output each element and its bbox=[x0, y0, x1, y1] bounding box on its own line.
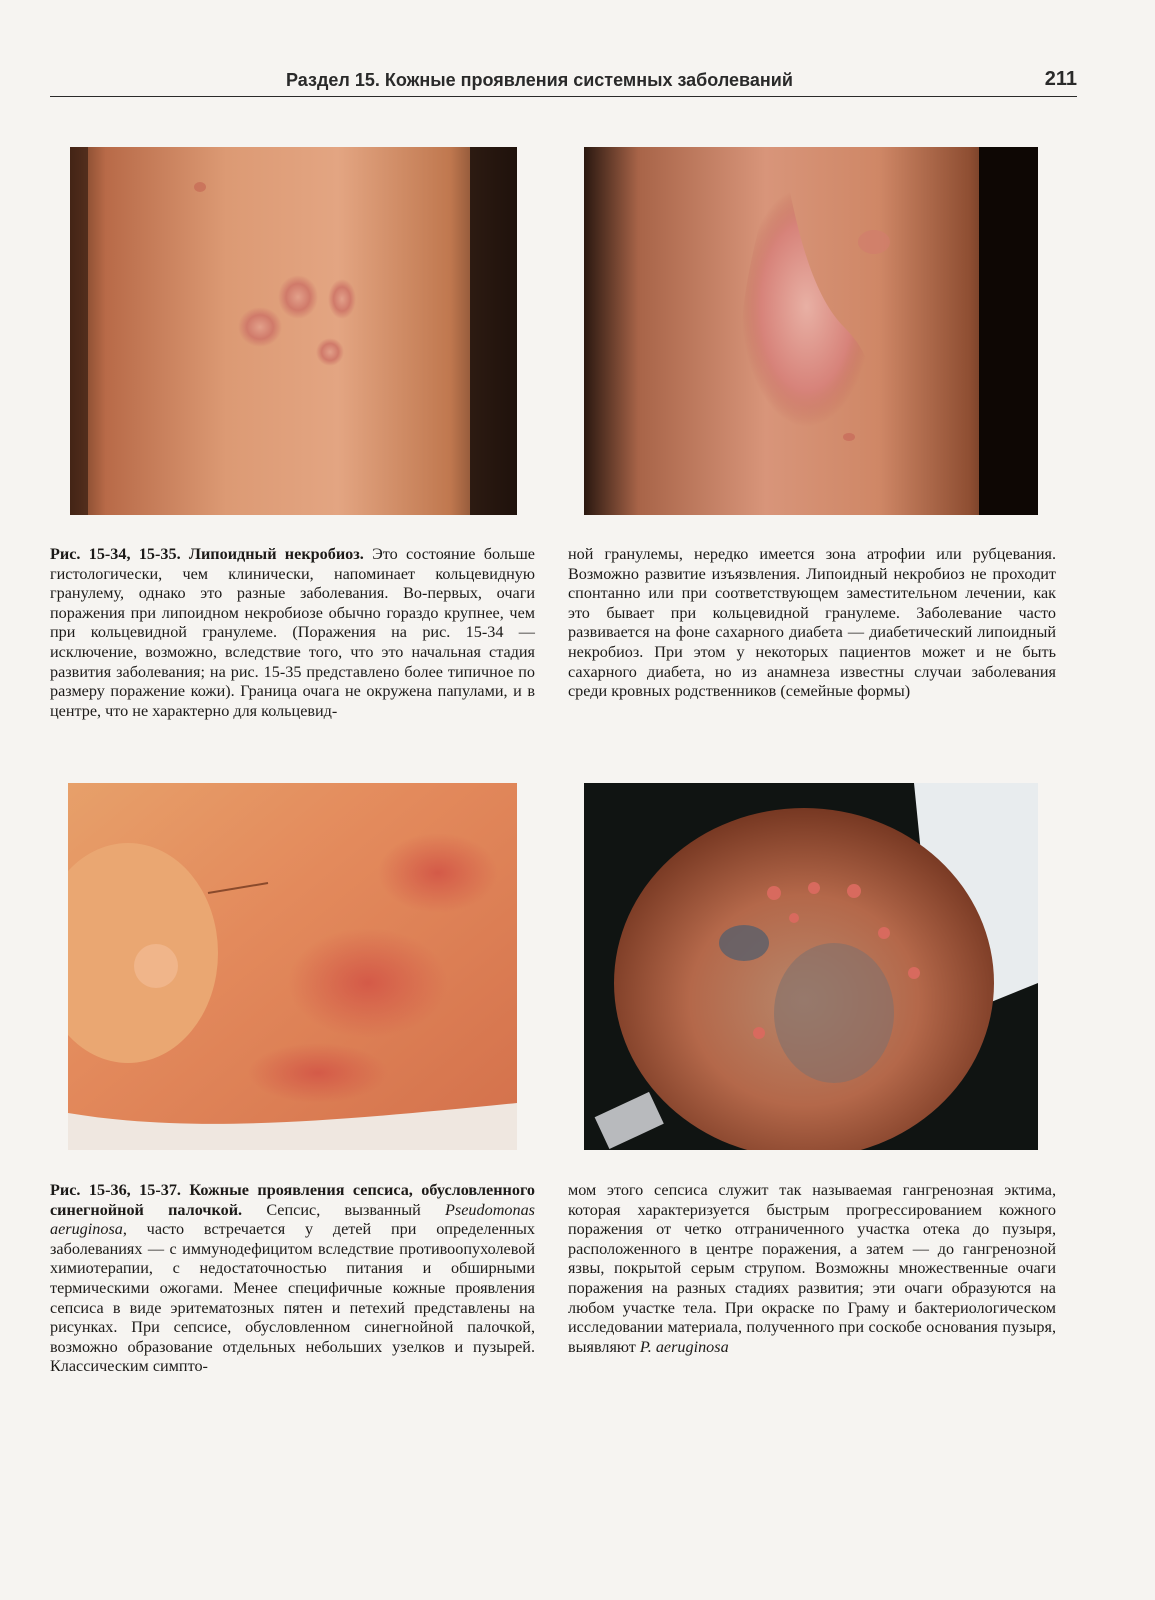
caption-text: мом этого сепсиса служит так называемая гангренозная эктима, которая характеризуется быстрым прогрессированием кожного поражения от четко отграниченного участка отека до пузыря, расположенного в центре поражения, а затем — до гангренозной язвы, покрытой серым струпом. Возможны множественные очаги поражения на разных стадиях развития; эти очаги образуются на любом участке тела. При окраске по Граму и бактериологическом исследовании материала, полученного при соскобе основания пузыря, выявляют bbox=[568, 1181, 1056, 1356]
running-header bbox=[50, 66, 1077, 97]
caption-15-34-35-left bbox=[50, 545, 535, 721]
section-title: Раздел 15. Кожные проявления системных заболеваний bbox=[286, 70, 793, 90]
caption-text: Это состояние больше гистологически, чем клинически, напоминает кольцевидную гранулему, однако это разные заболевания. Во-первых, очаги поражения при липоидном некробиозе обычно гораздо крупнее, чем при кольцевидной гранулеме. (Поражения на рис. 15-34 — исключение, возможно, вследствие того, что это начальная стадия развития заболевания; на рис. 15-35 представлено более типичное по размеру поражение кожи). Граница очага не окружена папулами, и в центре, что не характерно для кольцевид- bbox=[50, 545, 535, 720]
caption-text: , часто встречается у детей при определенных заболеваниях — с иммунодефицитом вследствие противоопухолевой химиотерапии, с недостаточностью питания и обширными термическими ожогами. Менее специфичные кожные проявления сепсиса в виде эритематозных пятен и петехий представлены на рисунках. При сепсисе, обусловленном синегнойной палочкой, возможно образование отдельных небольших узелков и пузырей. Классическим симпто- bbox=[50, 1220, 535, 1376]
caption-15-36-37-right bbox=[568, 1181, 1056, 1357]
caption-text: ной гранулемы, нередко имеется зона атрофии или рубцевания. Возможно развитие изъязвления. Липоидный некробиоз не проходит спонтанно или при соответствующем заместительном лечении, как это бывает при кольцевидной гранулеме. Заболевание часто развивается на фоне сахарного диабета — диабетический липоидный некробиоз. При этом у некоторых пациентов может и не быть сахарного диабета, но из анамнеза известны случаи заболевания среди кровных родственников (семейные формы) bbox=[568, 545, 1056, 701]
figure-15-36-photo bbox=[68, 783, 517, 1150]
caption-15-36-37-left bbox=[50, 1181, 535, 1377]
figure-15-34-photo bbox=[70, 147, 517, 515]
caption-label: Рис. 15-36, 15-37. Кожные проявления сепсиса, обусловленного синегнойной палочкой. bbox=[50, 1181, 535, 1219]
caption-label: Рис. 15-34, 15-35. Липоидный некробиоз. bbox=[50, 545, 364, 563]
caption-text: Сепсис, вызванный bbox=[242, 1200, 446, 1219]
caption-italic: P. aeruginosa bbox=[639, 1337, 729, 1356]
page-number: 211 bbox=[1044, 68, 1077, 90]
caption-15-34-35-right bbox=[568, 545, 1056, 702]
figure-15-37-photo bbox=[584, 783, 1038, 1150]
caption-italic: Pseudomonas aeruginosa bbox=[50, 1200, 535, 1239]
figure-15-35-photo bbox=[584, 147, 1038, 515]
